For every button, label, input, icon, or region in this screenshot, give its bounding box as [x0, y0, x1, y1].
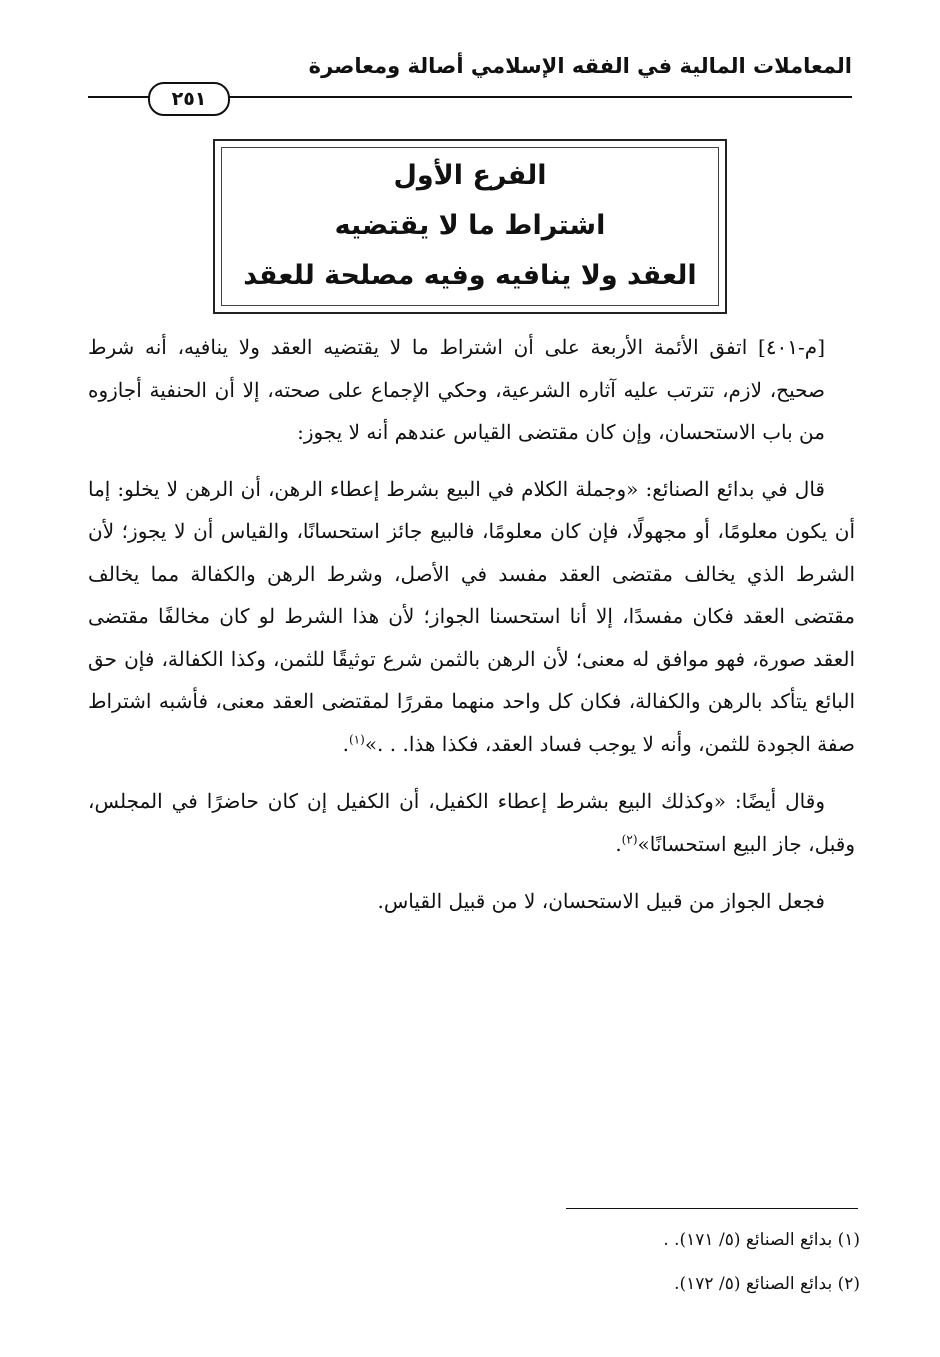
paragraph-2: قال في بدائع الصنائع: «وجملة الكلام في البيع بشرط إعطاء الرهن، أن الرهن لا يخلو: إما أن يكون معلومًا، أو مجهولًا، فإن كان معلومًا، فالبيع جائز استحسانًا، والقياس أن لا يجوز؛ لأن الشرط الذي يخالف مقتضى العقد مفسد في الأصل، وشرط الرهن والكفالة مما يخالف مقتضى العقد فكان مفسدًا، إلا أنا استحسنا الجواز؛ لأن هذا الشرط لو كان مخالفًا مقتضى العقد صورة، فهو موافق له معنى؛ لأن الرهن بالثمن شرع توثيقًا للثمن، وكذا الكفالة، فإن حق البائع يتأكد بالرهن والكفالة، فكان كل واحد منهما مقررًا لمقتضى العقد معنى، فأشبه اشتراط صفة الجودة للثمن، وأنه لا يوجب فساد العقد، فكذا هذا. . .»$^{(١)}$.: [88, 476, 855, 756]
paragraph-1-text: [م-٤٠١] اتفق الأئمة الأربعة على أن اشتراط ما لا يقتضيه العقد ولا ينافيه، أنه شرط صحيح، لازم، تترتب عليه آثاره الشرعية، وحكي الإجماع على صحته، إلا أن الحنفية أجازوه من باب الاستحسان، وإن كان مقتضى القياس عندهم أنه لا يجوز:: [88, 335, 825, 444]
section-title: [215, 151, 725, 301]
footnote-2: (٢) بدائع الصنائع (٥/ ١٧٢).: [674, 1274, 860, 1294]
body-text: [88, 326, 855, 938]
footnote-1: (١) بدائع الصنائع (٥/ ١٧١). .: [663, 1230, 860, 1250]
paragraph-1: [88, 326, 855, 454]
section-title-box: [213, 139, 727, 314]
running-title: المعاملات المالية في الفقه الإسلامي أصالة ومعاصرة: [308, 54, 852, 78]
section-title-line-3: العقد ولا ينافيه وفيه مصلحة للعقد: [243, 260, 697, 291]
footnote-ref-1: (١): [348, 731, 365, 746]
paragraph-3-text: وقال أيضًا: «وكذلك البيع بشرط إعطاء الكفيل، أن الكفيل إن كان حاضرًا في المجلس، وقبل، جاز البيع استحسانًا»: [88, 789, 855, 856]
section-title-line-2: اشتراط ما لا يقتضيه: [334, 210, 606, 241]
footnote-ref-2: (٢): [621, 831, 638, 846]
footnote-separator: [566, 1208, 858, 1209]
paragraph-4: [88, 880, 855, 923]
footnotes: [360, 1218, 860, 1306]
paragraph-4-text: فجعل الجواز من قبيل الاستحسان، لا من قبيل القياس.: [377, 889, 825, 913]
section-title-line-1: الفرع الأول: [393, 160, 547, 191]
page-number: ٢٥١: [148, 82, 230, 116]
paragraph-3: وقال أيضًا: «وكذلك البيع بشرط إعطاء الكفيل، أن الكفيل إن كان حاضرًا في المجلس، وقبل، جاز البيع استحسانًا»$^{(٢)}$.: [88, 789, 855, 856]
paragraph-2-text: قال في بدائع الصنائع: «وجملة الكلام في البيع بشرط إعطاء الرهن، أن الرهن لا يخلو: إما أن يكون معلومًا، أو مجهولًا، فإن كان معلومًا، فالبيع جائز استحسانًا، والقياس أن لا يجوز؛ لأن الشرط الذي يخالف مقتضى العقد مفسد في الأصل، وشرط الرهن والكفالة مما يخالف مقتضى العقد فكان مفسدًا، إلا أنا استحسنا الجواز؛ لأن هذا الشرط لو كان مخالفًا مقتضى العقد صورة، فهو موافق له معنى؛ لأن الرهن بالثمن شرع توثيقًا للثمن، وكذا الكفالة، فإن حق البائع يتأكد بالرهن والكفالة، فكان كل واحد منهما مقررًا لمقتضى العقد معنى، فأشبه اشتراط صفة الجودة للثمن، وأنه لا يوجب فساد العقد، فكذا هذا. . .»: [88, 476, 855, 756]
